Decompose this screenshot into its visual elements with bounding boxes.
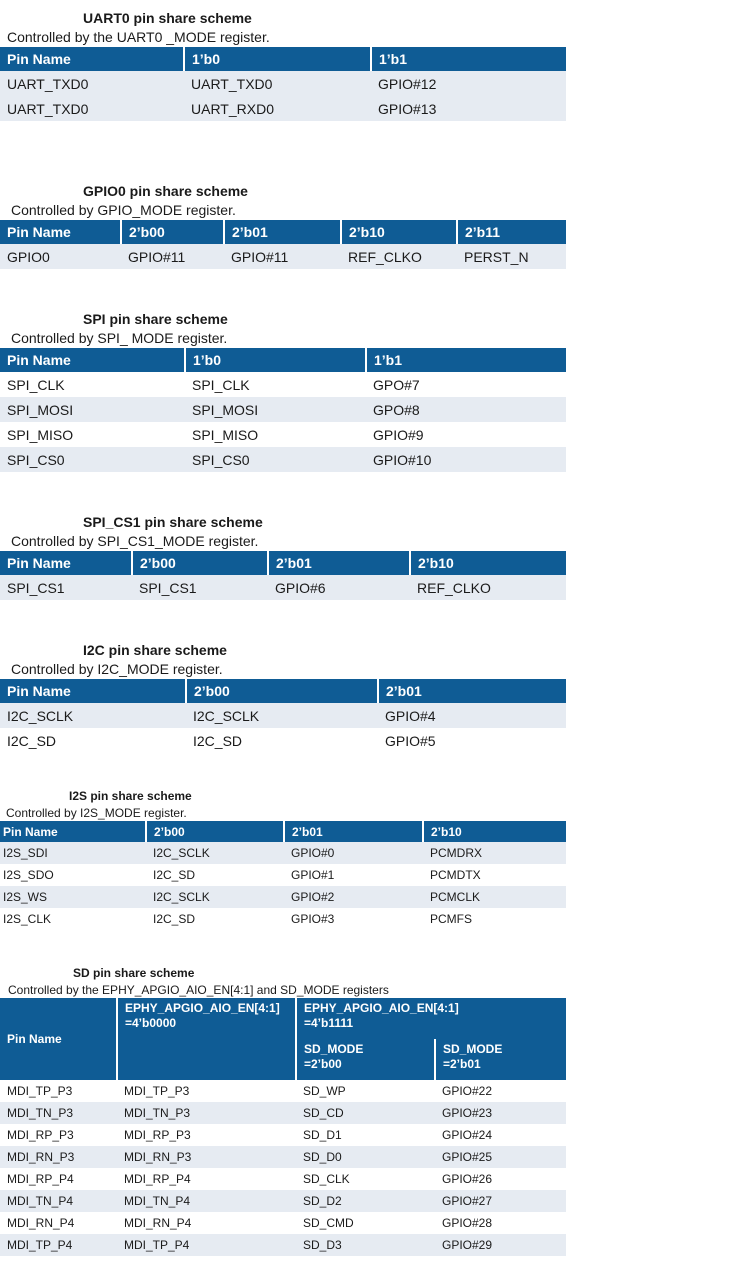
table-cell: MDI_RP_P3 [117, 1124, 296, 1146]
table-cell: I2S_WS [0, 886, 146, 908]
table-row [0, 244, 566, 269]
table-cell: I2C_SD [146, 864, 284, 886]
table-cell: SD_D2 [296, 1190, 435, 1212]
header-cell: 2’b10 [410, 551, 566, 575]
table-row [0, 1080, 566, 1102]
table-cell: GPO#7 [366, 372, 566, 397]
i2s-section [0, 788, 566, 930]
table-cell: GPIO#23 [435, 1102, 566, 1124]
i2c-subtitle: Controlled by I2C_MODE register. [11, 661, 223, 677]
header-cell: 2’b01 [284, 821, 423, 842]
table-cell: I2S_SDI [0, 842, 146, 864]
header-en1-line2: =4’b1111 [304, 1016, 354, 1030]
table-cell: GPIO#29 [435, 1234, 566, 1256]
header-mode0-line1: SD_MODE [304, 1042, 364, 1056]
table-cell: REF_CLKO [410, 575, 566, 600]
header-cell: 2’b10 [341, 220, 457, 244]
table-row [0, 575, 566, 600]
table-row [0, 1102, 566, 1124]
table-cell: I2C_SD [186, 728, 378, 753]
table-cell: SPI_CS1 [0, 575, 132, 600]
table-cell: MDI_RN_P4 [0, 1212, 117, 1234]
header-cell-sd-mode-01 [435, 1039, 566, 1080]
table-header-row [0, 551, 566, 575]
header-cell: Pin Name [0, 47, 184, 71]
table-row [0, 728, 566, 753]
table-cell: I2S_SDO [0, 864, 146, 886]
header-en1-line1: EPHY_APGIO_AIO_EN[4:1] [304, 1001, 459, 1015]
table-cell: I2C_SCLK [146, 886, 284, 908]
table-cell: MDI_RP_P4 [0, 1168, 117, 1190]
table-cell: SD_CD [296, 1102, 435, 1124]
table-row [0, 842, 566, 864]
table-cell: MDI_RP_P4 [117, 1168, 296, 1190]
header-cell-en-1111 [296, 998, 566, 1039]
table-cell: I2C_SCLK [186, 703, 378, 728]
table-row [0, 908, 566, 930]
gpio0-table [0, 220, 566, 269]
header-mode1-line1: SD_MODE [443, 1042, 503, 1056]
table-cell: SPI_MISO [0, 422, 185, 447]
table-cell: GPIO#28 [435, 1212, 566, 1234]
table-cell: GPO#8 [366, 397, 566, 422]
table-header-row [0, 679, 566, 703]
header-cell: Pin Name [0, 821, 146, 842]
sd-subtitle: Controlled by the EPHY_APGIO_AIO_EN[4:1] and SD_MODE registers [8, 983, 389, 997]
table-cell: PERST_N [457, 244, 566, 269]
uart0-section [0, 8, 566, 121]
table-cell: GPIO#22 [435, 1080, 566, 1102]
table-cell: GPIO#5 [378, 728, 566, 753]
table-cell: MDI_RN_P3 [0, 1146, 117, 1168]
sd-section [0, 965, 566, 1256]
header-cell: 2’b00 [146, 821, 284, 842]
table-cell: GPIO#2 [284, 886, 423, 908]
table-cell: SD_CLK [296, 1168, 435, 1190]
i2c-section [0, 640, 566, 753]
table-row [0, 71, 566, 96]
header-cell-empty [117, 1039, 296, 1080]
table-cell: SD_CMD [296, 1212, 435, 1234]
table-cell: MDI_TP_P3 [117, 1080, 296, 1102]
table-row [0, 1234, 566, 1256]
spi-cs1-subtitle: Controlled by SPI_CS1_MODE register. [11, 533, 259, 549]
table-cell: SPI_MOSI [185, 397, 366, 422]
table-cell: SD_WP [296, 1080, 435, 1102]
sd-title: SD pin share scheme [73, 966, 195, 980]
header-mode1-line2: =2’b01 [443, 1057, 481, 1071]
i2s-subtitle: Controlled by I2S_MODE register. [6, 806, 187, 820]
header-cell: 1’b0 [185, 348, 366, 372]
table-cell: SPI_MOSI [0, 397, 185, 422]
gpio0-title: GPIO0 pin share scheme [83, 183, 248, 199]
i2c-table [0, 679, 566, 753]
spi-table [0, 348, 566, 472]
header-cell: 2’b01 [378, 679, 566, 703]
header-en0-line2: =4’b0000 [125, 1016, 177, 1030]
i2s-title: I2S pin share scheme [69, 789, 192, 803]
table-cell: MDI_TP_P4 [117, 1234, 296, 1256]
uart0-title: UART0 pin share scheme [83, 10, 252, 26]
header-cell: Pin Name [0, 679, 186, 703]
spi-title: SPI pin share scheme [83, 311, 228, 327]
table-cell: GPIO#24 [435, 1124, 566, 1146]
spi-section [0, 309, 566, 472]
table-cell: GPIO#11 [224, 244, 341, 269]
table-cell: UART_RXD0 [184, 96, 371, 121]
table-row [0, 1146, 566, 1168]
spi-cs1-title: SPI_CS1 pin share scheme [83, 514, 263, 530]
table-header-row [0, 220, 566, 244]
table-row [0, 864, 566, 886]
table-cell: GPIO#1 [284, 864, 423, 886]
table-cell: SD_D3 [296, 1234, 435, 1256]
table-cell: PCMDTX [423, 864, 566, 886]
table-cell: GPIO#10 [366, 447, 566, 472]
header-cell: 2’b00 [121, 220, 224, 244]
header-cell: 2’b01 [268, 551, 410, 575]
table-header-row [0, 998, 566, 1039]
sd-table [0, 998, 566, 1256]
table-cell: SD_D1 [296, 1124, 435, 1146]
header-cell: 2’b10 [423, 821, 566, 842]
table-cell: UART_TXD0 [184, 71, 371, 96]
gpio0-subtitle: Controlled by GPIO_MODE register. [11, 202, 236, 218]
table-row [0, 447, 566, 472]
header-cell: 2’b00 [186, 679, 378, 703]
i2c-title: I2C pin share scheme [83, 642, 227, 658]
table-cell: MDI_TN_P3 [117, 1102, 296, 1124]
table-cell: GPIO#27 [435, 1190, 566, 1212]
table-row [0, 397, 566, 422]
table-cell: SPI_CLK [185, 372, 366, 397]
table-cell: GPIO#3 [284, 908, 423, 930]
table-header-row [0, 821, 566, 842]
table-row [0, 886, 566, 908]
table-cell: GPIO#25 [435, 1146, 566, 1168]
table-cell: PCMDRX [423, 842, 566, 864]
table-cell: GPIO#11 [121, 244, 224, 269]
gpio0-section [0, 181, 566, 269]
table-header-row [0, 348, 566, 372]
table-cell: MDI_TP_P4 [0, 1234, 117, 1256]
table-cell: REF_CLKO [341, 244, 457, 269]
table-row [0, 703, 566, 728]
header-cell: Pin Name [0, 220, 121, 244]
table-row [0, 1124, 566, 1146]
header-cell-en-0000 [117, 998, 296, 1039]
table-cell: GPIO#9 [366, 422, 566, 447]
uart0-subtitle: Controlled by the UART0 _MODE register. [7, 29, 270, 45]
header-cell: 2’b00 [132, 551, 268, 575]
table-cell: UART_TXD0 [0, 71, 184, 96]
table-cell: GPIO#6 [268, 575, 410, 600]
spi-subtitle: Controlled by SPI_ MODE register. [11, 330, 228, 346]
table-cell: I2C_SCLK [0, 703, 186, 728]
table-cell: I2S_CLK [0, 908, 146, 930]
table-row [0, 1190, 566, 1212]
table-row [0, 1212, 566, 1234]
table-cell: PCMFS [423, 908, 566, 930]
table-cell: MDI_RP_P3 [0, 1124, 117, 1146]
table-cell: I2C_SD [146, 908, 284, 930]
header-cell: 2’b11 [457, 220, 566, 244]
header-cell: Pin Name [0, 348, 185, 372]
table-cell: SD_D0 [296, 1146, 435, 1168]
header-en0-line1: EPHY_APGIO_AIO_EN[4:1] [125, 1001, 280, 1015]
table-cell: SPI_CS1 [132, 575, 268, 600]
table-cell: GPIO0 [0, 244, 121, 269]
table-row [0, 422, 566, 447]
table-cell: MDI_RN_P3 [117, 1146, 296, 1168]
spi-cs1-table [0, 551, 566, 600]
table-row [0, 372, 566, 397]
table-cell: SPI_MISO [185, 422, 366, 447]
header-cell-pin-name: Pin Name [0, 998, 117, 1080]
table-cell: GPIO#13 [371, 96, 566, 121]
table-cell: MDI_RN_P4 [117, 1212, 296, 1234]
table-cell: GPIO#0 [284, 842, 423, 864]
header-cell: 2’b01 [224, 220, 341, 244]
table-cell: MDI_TN_P3 [0, 1102, 117, 1124]
table-cell: GPIO#26 [435, 1168, 566, 1190]
table-cell: UART_TXD0 [0, 96, 184, 121]
table-cell: GPIO#4 [378, 703, 566, 728]
table-cell: PCMCLK [423, 886, 566, 908]
uart0-table [0, 47, 566, 121]
table-cell: SPI_CLK [0, 372, 185, 397]
table-row [0, 1168, 566, 1190]
header-cell: 1’b0 [184, 47, 371, 71]
table-header-row [0, 47, 566, 71]
header-cell: 1’b1 [371, 47, 566, 71]
header-mode0-line2: =2’b00 [304, 1057, 342, 1071]
table-cell: MDI_TN_P4 [117, 1190, 296, 1212]
table-cell: GPIO#12 [371, 71, 566, 96]
header-cell: Pin Name [0, 551, 132, 575]
table-cell: MDI_TN_P4 [0, 1190, 117, 1212]
table-cell: MDI_TP_P3 [0, 1080, 117, 1102]
header-cell-sd-mode-00 [296, 1039, 435, 1080]
table-cell: I2C_SCLK [146, 842, 284, 864]
i2s-table [0, 821, 566, 930]
spi-cs1-section [0, 512, 566, 600]
table-row [0, 96, 566, 121]
table-cell: I2C_SD [0, 728, 186, 753]
header-cell: 1’b1 [366, 348, 566, 372]
table-cell: SPI_CS0 [0, 447, 185, 472]
table-cell: SPI_CS0 [185, 447, 366, 472]
